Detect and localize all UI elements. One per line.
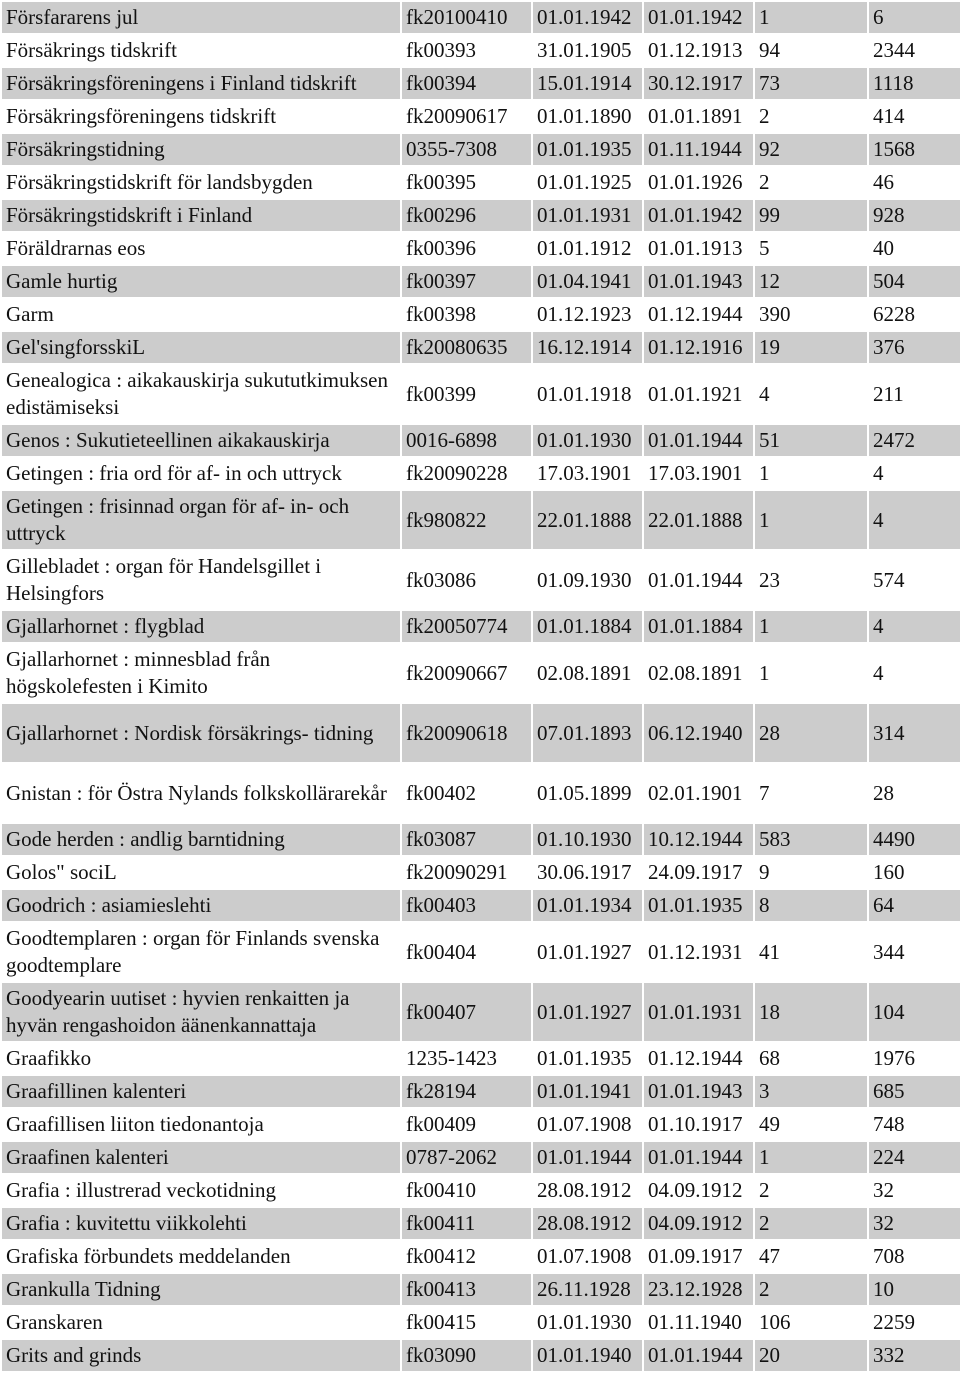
volume-count-cell: 5 <box>755 233 867 264</box>
start-date-cell: 30.06.1917 <box>533 857 642 888</box>
page-count-cell: 4490 <box>869 824 960 855</box>
page-count-cell: 4 <box>869 611 960 642</box>
title-cell: Getingen : frisinnad organ för af- in- och uttryck <box>2 491 400 549</box>
page-count-cell: 40 <box>869 233 960 264</box>
table-row <box>2 266 960 297</box>
volume-count-cell: 73 <box>755 68 867 99</box>
volume-count-cell: 7 <box>755 764 867 822</box>
end-date-cell: 01.01.1931 <box>644 983 753 1041</box>
volume-count-cell: 41 <box>755 923 867 981</box>
page-count-cell: 414 <box>869 101 960 132</box>
identifier-cell: fk00399 <box>402 365 531 423</box>
table-row <box>2 611 960 642</box>
volume-count-cell: 9 <box>755 857 867 888</box>
end-date-cell: 23.12.1928 <box>644 1274 753 1305</box>
volume-count-cell: 99 <box>755 200 867 231</box>
end-date-cell: 01.01.1944 <box>644 1340 753 1371</box>
page-count-cell: 376 <box>869 332 960 363</box>
page-count-cell: 314 <box>869 704 960 762</box>
volume-count-cell: 1 <box>755 611 867 642</box>
page-count-cell: 4 <box>869 644 960 702</box>
identifier-cell: fk00412 <box>402 1241 531 1272</box>
end-date-cell: 01.01.1943 <box>644 266 753 297</box>
end-date-cell: 01.01.1944 <box>644 425 753 456</box>
identifier-cell: fk20090667 <box>402 644 531 702</box>
page-count-cell: 685 <box>869 1076 960 1107</box>
page-count-cell: 1976 <box>869 1043 960 1074</box>
table-row <box>2 35 960 66</box>
identifier-cell: fk00411 <box>402 1208 531 1239</box>
page-count-cell: 28 <box>869 764 960 822</box>
title-cell: Garm <box>2 299 400 330</box>
page-count-cell: 64 <box>869 890 960 921</box>
start-date-cell: 01.01.1912 <box>533 233 642 264</box>
end-date-cell: 01.01.1943 <box>644 1076 753 1107</box>
title-cell: Genealogica : aikakauskirja sukututkimuksen edistämiseksi <box>2 365 400 423</box>
page-count-cell: 6 <box>869 2 960 33</box>
start-date-cell: 01.01.1942 <box>533 2 642 33</box>
volume-count-cell: 2 <box>755 1175 867 1206</box>
volume-count-cell: 19 <box>755 332 867 363</box>
page-count-cell: 4 <box>869 491 960 549</box>
identifier-cell: fk00396 <box>402 233 531 264</box>
table-row <box>2 1241 960 1272</box>
volume-count-cell: 18 <box>755 983 867 1041</box>
page-count-cell: 224 <box>869 1142 960 1173</box>
start-date-cell: 01.01.1934 <box>533 890 642 921</box>
table-row <box>2 1175 960 1206</box>
title-cell: Gnistan : för Östra Nylands folkskollärarekår <box>2 764 400 822</box>
start-date-cell: 01.12.1923 <box>533 299 642 330</box>
end-date-cell: 17.03.1901 <box>644 458 753 489</box>
end-date-cell: 01.01.1913 <box>644 233 753 264</box>
end-date-cell: 01.01.1944 <box>644 1142 753 1173</box>
table-row <box>2 233 960 264</box>
title-cell: Grankulla Tidning <box>2 1274 400 1305</box>
title-cell: Försäkringsföreningens tidskrift <box>2 101 400 132</box>
volume-count-cell: 1 <box>755 491 867 549</box>
identifier-cell: fk20080635 <box>402 332 531 363</box>
identifier-cell: 0787-2062 <box>402 1142 531 1173</box>
volume-count-cell: 2 <box>755 167 867 198</box>
start-date-cell: 01.01.1927 <box>533 983 642 1041</box>
start-date-cell: 01.01.1941 <box>533 1076 642 1107</box>
identifier-cell: fk00398 <box>402 299 531 330</box>
table-row <box>2 764 960 822</box>
end-date-cell: 22.01.1888 <box>644 491 753 549</box>
start-date-cell: 01.01.1944 <box>533 1142 642 1173</box>
start-date-cell: 07.01.1893 <box>533 704 642 762</box>
start-date-cell: 01.10.1930 <box>533 824 642 855</box>
end-date-cell: 06.12.1940 <box>644 704 753 762</box>
title-cell: Föräldrarnas eos <box>2 233 400 264</box>
volume-count-cell: 3 <box>755 1076 867 1107</box>
title-cell: Graafinen kalenteri <box>2 1142 400 1173</box>
volume-count-cell: 94 <box>755 35 867 66</box>
title-cell: Gjallarhornet : minnesblad från högskolefesten i Kimito <box>2 644 400 702</box>
start-date-cell: 01.01.1925 <box>533 167 642 198</box>
start-date-cell: 17.03.1901 <box>533 458 642 489</box>
page-count-cell: 928 <box>869 200 960 231</box>
start-date-cell: 01.09.1930 <box>533 551 642 609</box>
start-date-cell: 01.01.1890 <box>533 101 642 132</box>
identifier-cell: fk03090 <box>402 1340 531 1371</box>
title-cell: Golos" sociL <box>2 857 400 888</box>
identifier-cell: fk00394 <box>402 68 531 99</box>
identifier-cell: fk20090291 <box>402 857 531 888</box>
end-date-cell: 24.09.1917 <box>644 857 753 888</box>
page-count-cell: 10 <box>869 1274 960 1305</box>
table-row <box>2 857 960 888</box>
page-count-cell: 6228 <box>869 299 960 330</box>
identifier-cell: fk28194 <box>402 1076 531 1107</box>
title-cell: Försäkringstidskrift för landsbygden <box>2 167 400 198</box>
table-row <box>2 167 960 198</box>
end-date-cell: 02.01.1901 <box>644 764 753 822</box>
identifier-cell: fk20090617 <box>402 101 531 132</box>
end-date-cell: 01.01.1944 <box>644 551 753 609</box>
volume-count-cell: 1 <box>755 1142 867 1173</box>
table-row <box>2 458 960 489</box>
start-date-cell: 01.01.1935 <box>533 1043 642 1074</box>
volume-count-cell: 1 <box>755 458 867 489</box>
page-count-cell: 32 <box>869 1208 960 1239</box>
table-row <box>2 824 960 855</box>
volume-count-cell: 2 <box>755 1208 867 1239</box>
start-date-cell: 28.08.1912 <box>533 1208 642 1239</box>
start-date-cell: 26.11.1928 <box>533 1274 642 1305</box>
title-cell: Graafillinen kalenteri <box>2 1076 400 1107</box>
start-date-cell: 22.01.1888 <box>533 491 642 549</box>
end-date-cell: 01.12.1916 <box>644 332 753 363</box>
page-count-cell: 1568 <box>869 134 960 165</box>
page-count-cell: 4 <box>869 458 960 489</box>
start-date-cell: 01.07.1908 <box>533 1241 642 1272</box>
table-row <box>2 644 960 702</box>
page-count-cell: 2472 <box>869 425 960 456</box>
identifier-cell: fk00296 <box>402 200 531 231</box>
start-date-cell: 01.01.1930 <box>533 1307 642 1338</box>
title-cell: Försfararens jul <box>2 2 400 33</box>
title-cell: Granskaren <box>2 1307 400 1338</box>
title-cell: Genos : Sukutieteellinen aikakauskirja <box>2 425 400 456</box>
page-count-cell: 1118 <box>869 68 960 99</box>
end-date-cell: 01.01.1884 <box>644 611 753 642</box>
volume-count-cell: 51 <box>755 425 867 456</box>
start-date-cell: 15.01.1914 <box>533 68 642 99</box>
identifier-cell: fk00413 <box>402 1274 531 1305</box>
start-date-cell: 01.01.1918 <box>533 365 642 423</box>
start-date-cell: 01.01.1931 <box>533 200 642 231</box>
volume-count-cell: 4 <box>755 365 867 423</box>
volume-count-cell: 2 <box>755 101 867 132</box>
identifier-cell: fk00404 <box>402 923 531 981</box>
start-date-cell: 28.08.1912 <box>533 1175 642 1206</box>
end-date-cell: 01.01.1935 <box>644 890 753 921</box>
table-row <box>2 101 960 132</box>
title-cell: Gode herden : andlig barntidning <box>2 824 400 855</box>
identifier-cell: fk20090618 <box>402 704 531 762</box>
table-row <box>2 332 960 363</box>
end-date-cell: 10.12.1944 <box>644 824 753 855</box>
table-row <box>2 425 960 456</box>
title-cell: Graafikko <box>2 1043 400 1074</box>
identifier-cell: fk20050774 <box>402 611 531 642</box>
page-count-cell: 2259 <box>869 1307 960 1338</box>
title-cell: Gjallarhornet : flygblad <box>2 611 400 642</box>
title-cell: Grits and grinds <box>2 1340 400 1371</box>
page-count-cell: 574 <box>869 551 960 609</box>
table-row <box>2 1274 960 1305</box>
title-cell: Goodrich : asiamieslehti <box>2 890 400 921</box>
table-row <box>2 200 960 231</box>
volume-count-cell: 92 <box>755 134 867 165</box>
title-cell: Graafillisen liiton tiedonantoja <box>2 1109 400 1140</box>
end-date-cell: 01.01.1942 <box>644 2 753 33</box>
end-date-cell: 04.09.1912 <box>644 1208 753 1239</box>
volume-count-cell: 49 <box>755 1109 867 1140</box>
identifier-cell: fk00402 <box>402 764 531 822</box>
end-date-cell: 01.11.1940 <box>644 1307 753 1338</box>
table-row <box>2 1208 960 1239</box>
title-cell: Getingen : fria ord för af- in och uttryck <box>2 458 400 489</box>
table-row <box>2 299 960 330</box>
table-row <box>2 365 960 423</box>
table-body <box>2 2 960 1371</box>
page-count-cell: 708 <box>869 1241 960 1272</box>
page-count-cell: 2344 <box>869 35 960 66</box>
page-count-cell: 344 <box>869 923 960 981</box>
page-count-cell: 332 <box>869 1340 960 1371</box>
identifier-cell: 1235-1423 <box>402 1043 531 1074</box>
title-cell: Grafia : kuvitettu viikkolehti <box>2 1208 400 1239</box>
title-cell: Grafia : illustrerad veckotidning <box>2 1175 400 1206</box>
end-date-cell: 30.12.1917 <box>644 68 753 99</box>
volume-count-cell: 583 <box>755 824 867 855</box>
start-date-cell: 01.07.1908 <box>533 1109 642 1140</box>
volume-count-cell: 47 <box>755 1241 867 1272</box>
start-date-cell: 02.08.1891 <box>533 644 642 702</box>
page-count-cell: 32 <box>869 1175 960 1206</box>
end-date-cell: 01.01.1942 <box>644 200 753 231</box>
volume-count-cell: 2 <box>755 1274 867 1305</box>
table-row <box>2 1109 960 1140</box>
identifier-cell: fk00410 <box>402 1175 531 1206</box>
identifier-cell: fk03087 <box>402 824 531 855</box>
table-row <box>2 1340 960 1371</box>
start-date-cell: 01.01.1940 <box>533 1340 642 1371</box>
start-date-cell: 01.01.1884 <box>533 611 642 642</box>
table-row <box>2 1142 960 1173</box>
end-date-cell: 01.01.1921 <box>644 365 753 423</box>
table-row <box>2 491 960 549</box>
volume-count-cell: 8 <box>755 890 867 921</box>
start-date-cell: 01.01.1927 <box>533 923 642 981</box>
end-date-cell: 01.12.1931 <box>644 923 753 981</box>
page-count-cell: 104 <box>869 983 960 1041</box>
title-cell: Försäkringstidskrift i Finland <box>2 200 400 231</box>
start-date-cell: 31.01.1905 <box>533 35 642 66</box>
table-row <box>2 2 960 33</box>
volume-count-cell: 106 <box>755 1307 867 1338</box>
table-row <box>2 551 960 609</box>
table-row <box>2 923 960 981</box>
end-date-cell: 01.09.1917 <box>644 1241 753 1272</box>
start-date-cell: 16.12.1914 <box>533 332 642 363</box>
end-date-cell: 01.10.1917 <box>644 1109 753 1140</box>
table-row <box>2 1076 960 1107</box>
table-row <box>2 890 960 921</box>
title-cell: Försäkringstidning <box>2 134 400 165</box>
volume-count-cell: 20 <box>755 1340 867 1371</box>
volume-count-cell: 28 <box>755 704 867 762</box>
title-cell: Goodyearin uutiset : hyvien renkaitten ja hyvän rengashoidon äänenkannattaja <box>2 983 400 1041</box>
end-date-cell: 02.08.1891 <box>644 644 753 702</box>
identifier-cell: fk03086 <box>402 551 531 609</box>
identifier-cell: fk00407 <box>402 983 531 1041</box>
table-row <box>2 704 960 762</box>
identifier-cell: 0016-6898 <box>402 425 531 456</box>
volume-count-cell: 68 <box>755 1043 867 1074</box>
title-cell: Gillebladet : organ för Handelsgillet i Helsingfors <box>2 551 400 609</box>
start-date-cell: 01.01.1935 <box>533 134 642 165</box>
title-cell: Gamle hurtig <box>2 266 400 297</box>
end-date-cell: 04.09.1912 <box>644 1175 753 1206</box>
end-date-cell: 01.12.1944 <box>644 1043 753 1074</box>
table-row <box>2 983 960 1041</box>
title-cell: Gel'singforsskiL <box>2 332 400 363</box>
page-count-cell: 160 <box>869 857 960 888</box>
page-count-cell: 46 <box>869 167 960 198</box>
title-cell: Grafiska förbundets meddelanden <box>2 1241 400 1272</box>
end-date-cell: 01.11.1944 <box>644 134 753 165</box>
end-date-cell: 01.01.1891 <box>644 101 753 132</box>
volume-count-cell: 1 <box>755 644 867 702</box>
identifier-cell: fk00415 <box>402 1307 531 1338</box>
title-cell: Försäkrings tidskrift <box>2 35 400 66</box>
identifier-cell: 0355-7308 <box>402 134 531 165</box>
table-row <box>2 134 960 165</box>
end-date-cell: 01.12.1944 <box>644 299 753 330</box>
title-cell: Försäkringsföreningens i Finland tidskrift <box>2 68 400 99</box>
table-row <box>2 68 960 99</box>
page-count-cell: 504 <box>869 266 960 297</box>
identifier-cell: fk20090228 <box>402 458 531 489</box>
page-count-cell: 748 <box>869 1109 960 1140</box>
end-date-cell: 01.12.1913 <box>644 35 753 66</box>
identifier-cell: fk00397 <box>402 266 531 297</box>
page-count-cell: 211 <box>869 365 960 423</box>
table-row <box>2 1307 960 1338</box>
end-date-cell: 01.01.1926 <box>644 167 753 198</box>
identifier-cell: fk00393 <box>402 35 531 66</box>
volume-count-cell: 12 <box>755 266 867 297</box>
identifier-cell: fk00395 <box>402 167 531 198</box>
identifier-cell: fk00403 <box>402 890 531 921</box>
volume-count-cell: 1 <box>755 2 867 33</box>
title-cell: Gjallarhornet : Nordisk försäkrings- tidning <box>2 704 400 762</box>
identifier-cell: fk980822 <box>402 491 531 549</box>
volume-count-cell: 23 <box>755 551 867 609</box>
start-date-cell: 01.01.1930 <box>533 425 642 456</box>
table-row <box>2 1043 960 1074</box>
start-date-cell: 01.05.1899 <box>533 764 642 822</box>
start-date-cell: 01.04.1941 <box>533 266 642 297</box>
identifier-cell: fk20100410 <box>402 2 531 33</box>
identifier-cell: fk00409 <box>402 1109 531 1140</box>
volume-count-cell: 390 <box>755 299 867 330</box>
title-cell: Goodtemplaren : organ för Finlands svenska goodtemplare <box>2 923 400 981</box>
